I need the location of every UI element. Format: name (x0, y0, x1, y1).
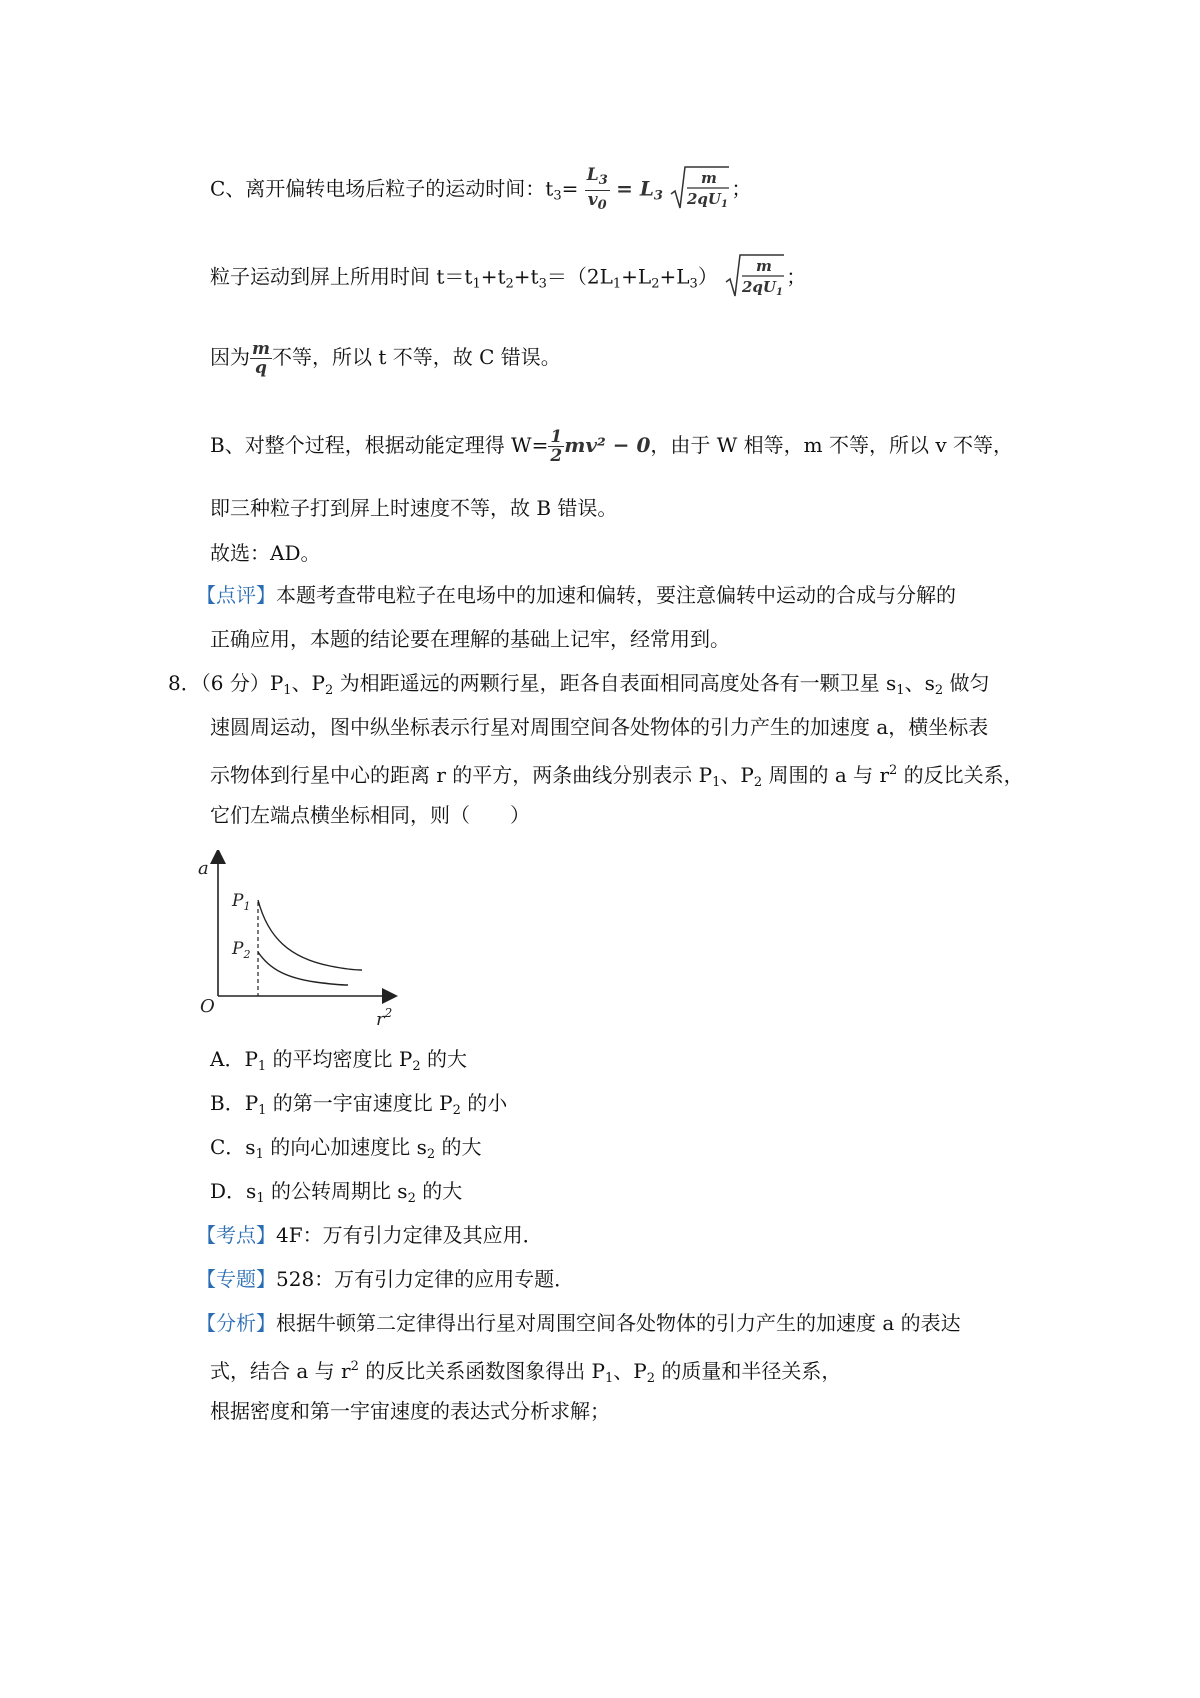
fraction-m-over-q: $\frac{m}{q}$ (252, 339, 270, 378)
svg-text:m: m (756, 257, 773, 275)
curve-p1 (258, 900, 362, 970)
sqrt-m-over-2qu1 (669, 164, 731, 216)
option-c[interactable]: C．$s_1$ 的向心加速度比 $s_2$ 的大 (210, 1135, 482, 1162)
answer-line: 故选：AD。 (210, 541, 321, 565)
fenxi-tag: 【分析】 (196, 1311, 276, 1335)
comment-tag: 【点评】 (196, 583, 276, 607)
solution-c-line: C、离开偏转电场后粒子的运动时间：$t_3=$ $\frac{L_3}{v_0}$ = $L_3$ m $2qU_1$ ； (210, 164, 751, 216)
option-d[interactable]: D．$s_1$ 的公转周期比 $s_2$ 的大 (210, 1179, 463, 1206)
solution-total-time-line: 粒子运动到屏上所用时间 $t=t_1+t_2+t_3=(2L_1+L_2+L_3)$ m $2qU_1$ ； (210, 252, 806, 304)
zhuanti-line: 【专题】528：万有引力定律的应用专题． (196, 1267, 575, 1291)
kaodian-line: 【考点】4F：万有引力定律及其应用． (196, 1223, 543, 1247)
question-8-line-3: 示物体到行星中心的距离 r 的平方，两条曲线分别表示 $P_1$、$P_2$ 周围的 a 与 $r^2$ 的反比关系， (210, 763, 1024, 790)
x-axis-label: $r^2$ (376, 1006, 393, 1030)
p1-label: $P_1$ (232, 891, 251, 913)
a-vs-r-squared-graph (190, 850, 410, 1040)
fraction-l3-over-v0: $\frac{L_3}{v_0}$ (586, 164, 608, 213)
origin-label: O (200, 996, 215, 1017)
p2-label: $P_2$ (232, 939, 251, 961)
sqrt-m-over-2qu1-total (724, 252, 786, 304)
kaodian-tag: 【考点】 (196, 1223, 276, 1247)
solution-b-line-2: 即三种粒子打到屏上时速度不等，故 B 错误。 (210, 496, 618, 520)
svg-text:m: m (701, 169, 718, 187)
y-axis-label: a (198, 858, 209, 879)
comment-line-2: 正确应用，本题的结论要在理解的基础上记牢，经常用到。 (210, 627, 730, 651)
question-8-line-2: 速圆周运动，图中纵坐标表示行星对周围空间各处物体的引力产生的加速度 a，横坐标表 (210, 715, 989, 739)
fenxi-line-2: 式，结合 a 与 $r^2$ 的反比关系函数图象得出 $P_1$、$P_2$ 的质量和半径关系， (210, 1359, 842, 1386)
fenxi-line-1: 【分析】根据牛顿第二定律得出行星对周围空间各处物体的引力产生的加速度 a 的表达 (196, 1311, 961, 1335)
comment-line-1: 【点评】本题考查带电粒子在电场中的加速和偏转，要注意偏转中运动的合成与分解的 (196, 583, 956, 607)
svg-text:2qU1: $2qU_1$ (742, 278, 784, 298)
question-8-line-4: 它们左端点横坐标相同，则（ ） (210, 803, 530, 827)
fraction-one-half: $\frac{1}{2}$ (550, 427, 563, 466)
option-a[interactable]: A．$P_1$ 的平均密度比 $P_2$ 的大 (210, 1047, 467, 1074)
zhuanti-tag: 【专题】 (196, 1267, 276, 1291)
fenxi-line-3: 根据密度和第一宇宙速度的表达式分析求解； (210, 1399, 610, 1423)
option-b[interactable]: B．$P_1$ 的第一宇宙速度比 $P_2$ 的小 (210, 1091, 508, 1118)
solution-b-line: B、对整个过程，根据动能定理得 W= $\frac{1}{2}$ mv² − 0，由于 W 相等，m 不等，所以 v 不等， (210, 427, 1013, 466)
svg-text:2qU1: $2qU_1$ (687, 190, 729, 210)
question-8-line-1: 8．（6 分）$P_1$、$P_2$ 为相距遥远的两颗行星，距各自表面相同高度处各有一颗卫星 $s_1$、$s_2$ 做匀 (168, 671, 990, 698)
solution-because-line: 因为 $\frac{m}{q}$ 不等，所以 t 不等，故 C 错误。 (210, 339, 561, 378)
